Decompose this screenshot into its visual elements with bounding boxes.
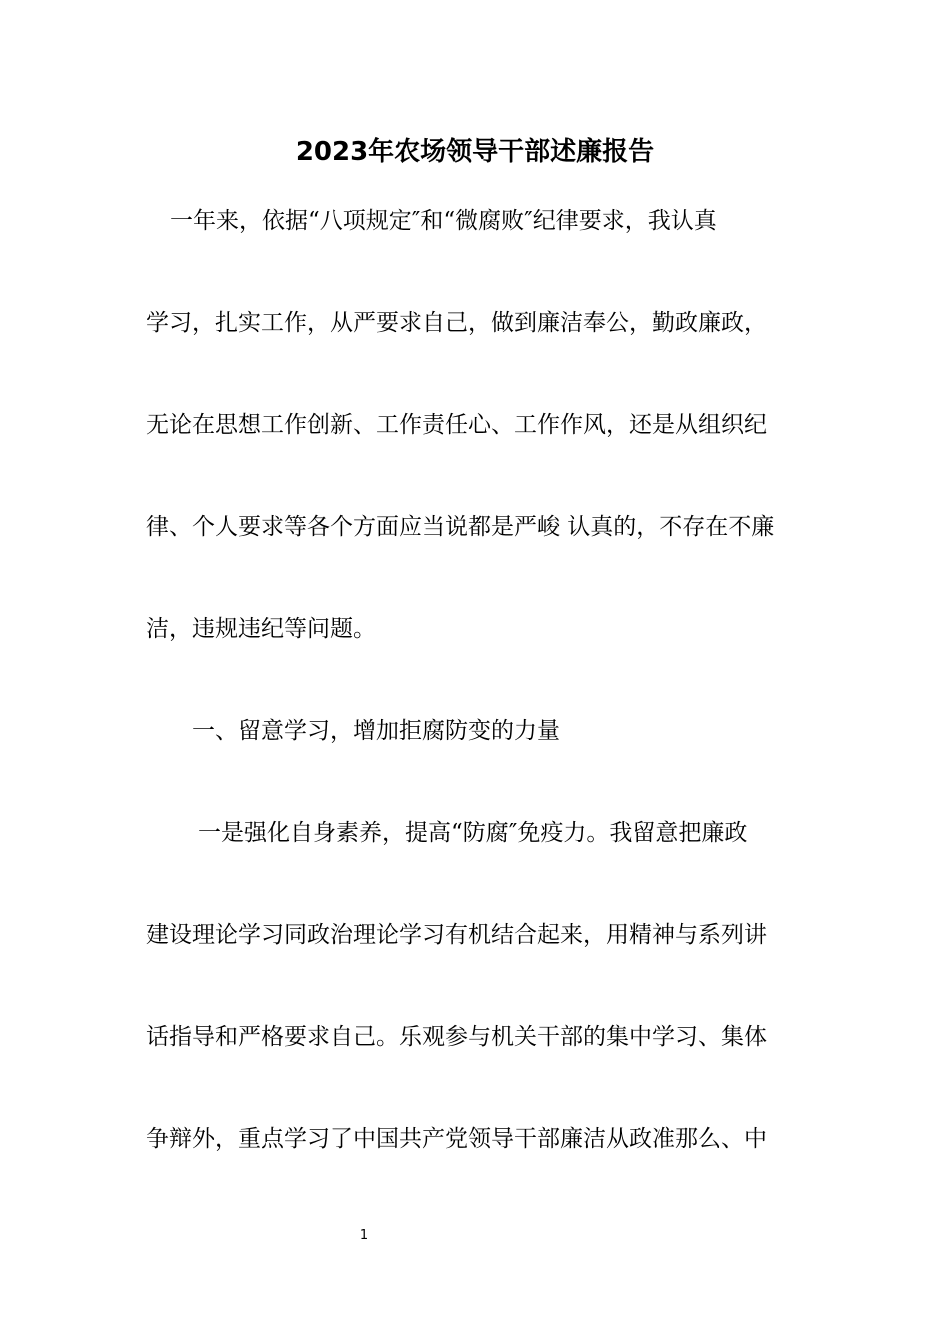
document-body xyxy=(146,196,808,1216)
text-line: 建设理论学习同政治理论学习有机结合起来，用精神与系列讲 xyxy=(146,922,767,948)
text-line: 学习，扎实工作，从严要求自己，做到廉洁奉公，勤政廉政， xyxy=(146,310,767,336)
page-number: 1 xyxy=(359,1228,369,1243)
text-line: 洁，违规违纪等问题。 xyxy=(146,616,376,642)
document-title: 2023年农场领导干部述廉报告 xyxy=(295,137,655,167)
text-line: 争辩外，重点学习了中国共产党领导干部廉洁从政准那么、中 xyxy=(146,1126,767,1152)
text-line: 无论在思想工作创新、工作责任心、工作作风，还是从组织纪 xyxy=(146,412,767,438)
text-line: 话指导和严格要求自己。乐观参与机关干部的集中学习、集体 xyxy=(146,1024,767,1050)
text-line: 一是强化自身素养，提高“防腐″免疫力。我留意把廉政 xyxy=(198,820,748,846)
text-line: 律、个人要求等各个方面应当说都是严峻 认真的，不存在不廉 xyxy=(146,514,775,540)
text-line: 一年来，依据“八项规定″和“微腐败″纪律要求，我认真 xyxy=(170,208,717,234)
section-heading: 一、留意学习，增加拒腐防变的力量 xyxy=(192,718,560,744)
